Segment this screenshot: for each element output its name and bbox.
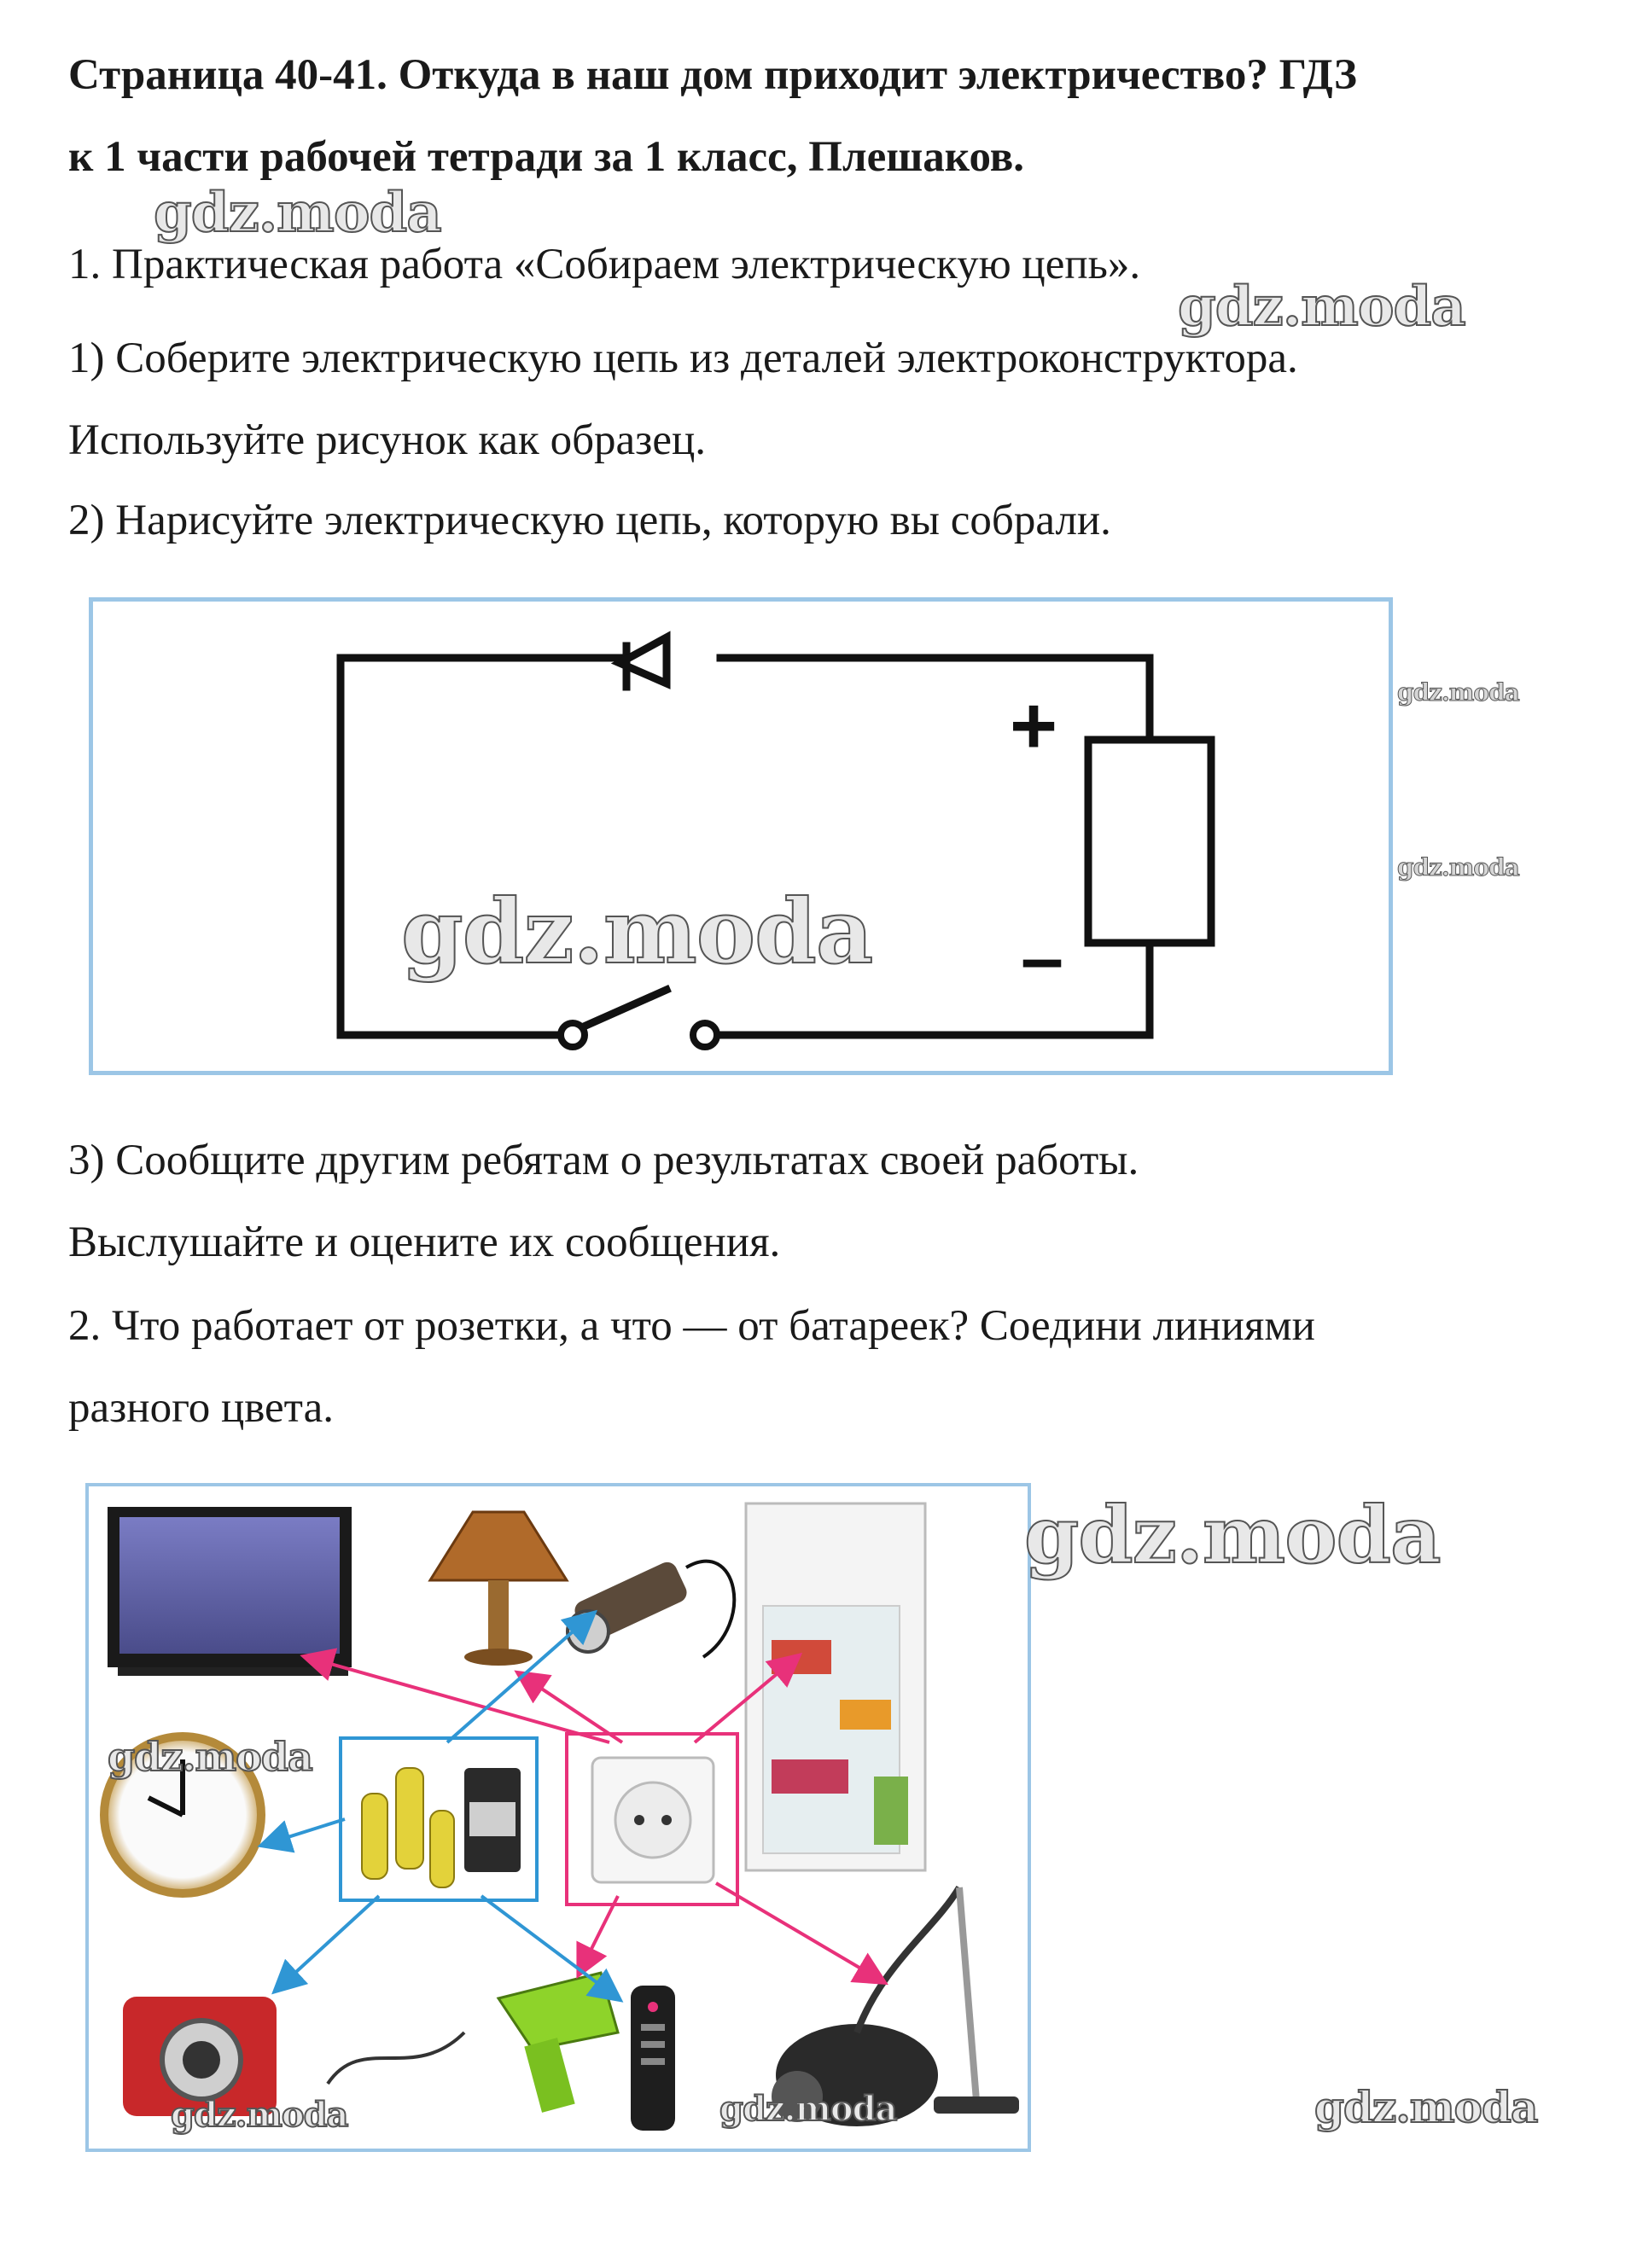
watermark: gdz.moda bbox=[1397, 853, 1519, 881]
title-line-1: Страница 40-41. Откуда в наш дом приходит электричество? ГДЗ bbox=[68, 51, 1357, 99]
task1-step3 bbox=[68, 1119, 1587, 1283]
plus-sign: + bbox=[1009, 680, 1058, 771]
watermark: gdz.moda bbox=[1178, 275, 1465, 339]
task2-line-2: разного цвета. bbox=[68, 1384, 334, 1432]
minus-sign: – bbox=[1020, 916, 1064, 1001]
watermark: gdz.moda bbox=[154, 181, 441, 245]
step3-line-1: 3) Сообщите другим ребятам о результатах своей работы. bbox=[68, 1137, 1139, 1184]
remote-control-icon bbox=[631, 1986, 675, 2131]
devices-frame bbox=[85, 1483, 1031, 2152]
fridge-icon bbox=[746, 1503, 925, 1870]
socket-arrow-tv bbox=[306, 1657, 609, 1742]
table-lamp-icon bbox=[430, 1512, 567, 1666]
flashlight-icon bbox=[568, 1559, 734, 1657]
tv-icon bbox=[108, 1507, 352, 1676]
circuit-diagram bbox=[93, 602, 1389, 1071]
battery-arrow-remote bbox=[481, 1896, 618, 1998]
task2-heading bbox=[68, 1285, 1587, 1449]
switch-lever bbox=[584, 990, 667, 1026]
battery-arrow-camera bbox=[277, 1896, 379, 1990]
watermark: gdz.moda bbox=[171, 2095, 348, 2135]
socket-arrow-dryer bbox=[580, 1896, 618, 1973]
hair-dryer-icon bbox=[328, 1973, 618, 2113]
watermark: gdz.moda bbox=[1024, 1489, 1441, 1581]
page-title bbox=[68, 34, 1587, 198]
task1-step1 bbox=[68, 317, 1587, 481]
power-socket-icon bbox=[592, 1758, 714, 1882]
watermark: gdz.moda bbox=[1397, 678, 1519, 707]
task1-step2: 2) Нарисуйте электрическую цепь, которую вы собрали. bbox=[68, 497, 1111, 544]
watermark: gdz.moda bbox=[108, 1734, 312, 1780]
battery-arrow-flashlight bbox=[447, 1614, 592, 1742]
watermark: gdz.moda bbox=[1314, 2082, 1538, 2132]
circuit-frame bbox=[89, 597, 1393, 1075]
switch-terminal-left bbox=[561, 1023, 585, 1047]
switch-terminal-right bbox=[693, 1023, 717, 1047]
task1-heading: 1. Практическая работа «Собираем электрическую цепь». bbox=[68, 241, 1141, 288]
circuit-wire-top bbox=[720, 658, 1150, 740]
title-line-2: к 1 части рабочей тетради за 1 класс, Плешаков. bbox=[68, 133, 1025, 181]
watermark: gdz.moda bbox=[719, 2089, 897, 2129]
step3-line-2: Выслушайте и оцените их сообщения. bbox=[68, 1218, 781, 1266]
socket-arrow-vacuum bbox=[716, 1883, 882, 1981]
battery-arrow-clock bbox=[264, 1819, 345, 1845]
step1-line-2: Используйте рисунок как образец. bbox=[68, 416, 706, 464]
task2-line-1: 2. Что работает от розетки, а что — от батареек? Соедини линиями bbox=[68, 1302, 1315, 1350]
step1-line-1: 1) Соберите электрическую цепь из деталей электроконструктора. bbox=[68, 334, 1298, 382]
devices-illustration bbox=[89, 1486, 1028, 2149]
resistor-box bbox=[1088, 740, 1211, 943]
watermark: gdz.moda bbox=[401, 879, 873, 984]
